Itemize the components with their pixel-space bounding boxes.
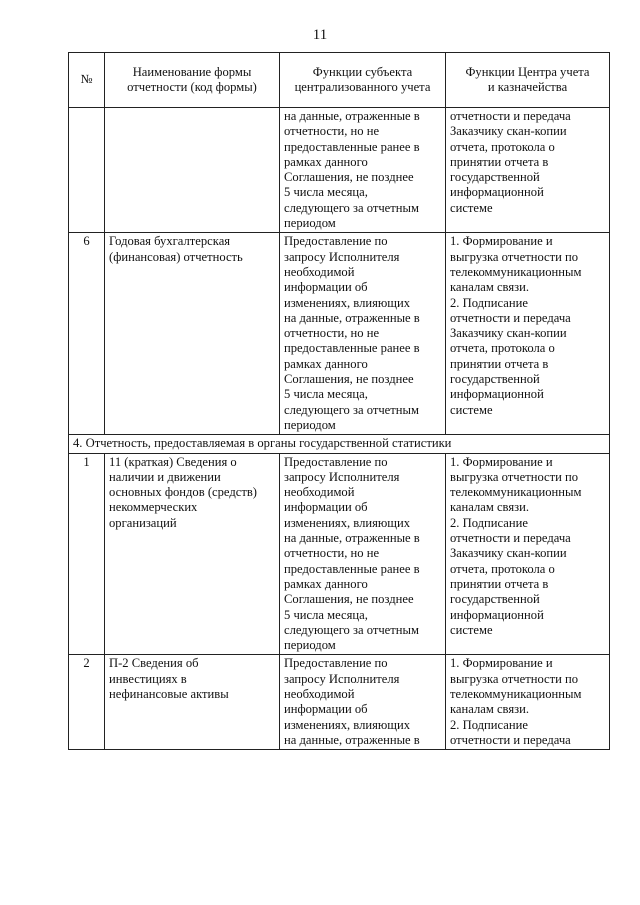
subject-functions-cell: Предоставление по запросу Исполнителя необходимой информации об изменениях, влияющих на данные, отраженные в [280,655,446,750]
center-functions-cell: 1. Формирование и выгрузка отчетности по телекоммуникационным каналам связи. 2. Подписание отчетности и передача Заказчику скан-копии отчета, протокола о принятии отчета в государственной информационной системе [446,453,610,655]
header-center-functions: Функции Центра учета и казначейства [446,53,610,108]
subject-functions-cell: на данные, отраженные в отчетности, но не предоставленные ранее в рамках данного Соглашения, не позднее 5 числа месяца, следующего за отчетным периодом [280,108,446,233]
section-heading: 4. Отчетность, предоставляемая в органы государственной статистики [69,435,610,453]
row-number: 1 [69,453,105,655]
header-num: № [69,53,105,108]
form-name-cell: Годовая бухгалтерская (финансовая) отчетность [105,233,280,435]
row-number [69,108,105,233]
center-functions-cell: 1. Формирование и выгрузка отчетности по телекоммуникационным каналам связи. 2. Подписание отчетности и передача [446,655,610,750]
subject-functions-cell: Предоставление по запросу Исполнителя необходимой информации об изменениях, влияющих на данные, отраженные в отчетности, но не предоставленные ранее в рамках данного Соглашения, не позднее 5 числа месяца, следующего за отчетным периодом [280,453,446,655]
table-row [69,108,610,233]
table-row [69,233,610,435]
form-name-cell: 11 (краткая) Сведения о наличии и движении основных фондов (средств) некоммерческих организаций [105,453,280,655]
table-row [69,453,610,655]
page-number: 11 [312,27,328,43]
row-number: 2 [69,655,105,750]
section-heading-row [69,435,610,453]
table-row [69,655,610,750]
header-form-name: Наименование формы отчетности (код формы) [105,53,280,108]
center-functions-cell: отчетности и передача Заказчику скан-копии отчета, протокола о принятии отчета в государственной информационной системе [446,108,610,233]
header-subject-functions: Функции субъекта централизованного учета [280,53,446,108]
reporting-functions-table [68,52,610,750]
subject-functions-cell: Предоставление по запросу Исполнителя необходимой информации об изменениях, влияющих на данные, отраженные в отчетности, но не предоставленные ранее в рамках данного Соглашения, не позднее 5 числа месяца, следующего за отчетным периодом [280,233,446,435]
table-header-row [69,53,610,108]
row-number: 6 [69,233,105,435]
form-name-cell: П-2 Сведения об инвестициях в нефинансовые активы [105,655,280,750]
center-functions-cell: 1. Формирование и выгрузка отчетности по телекоммуникационным каналам связи. 2. Подписание отчетности и передача Заказчику скан-копии отчета, протокола о принятии отчета в государственной информационной системе [446,233,610,435]
form-name-cell [105,108,280,233]
